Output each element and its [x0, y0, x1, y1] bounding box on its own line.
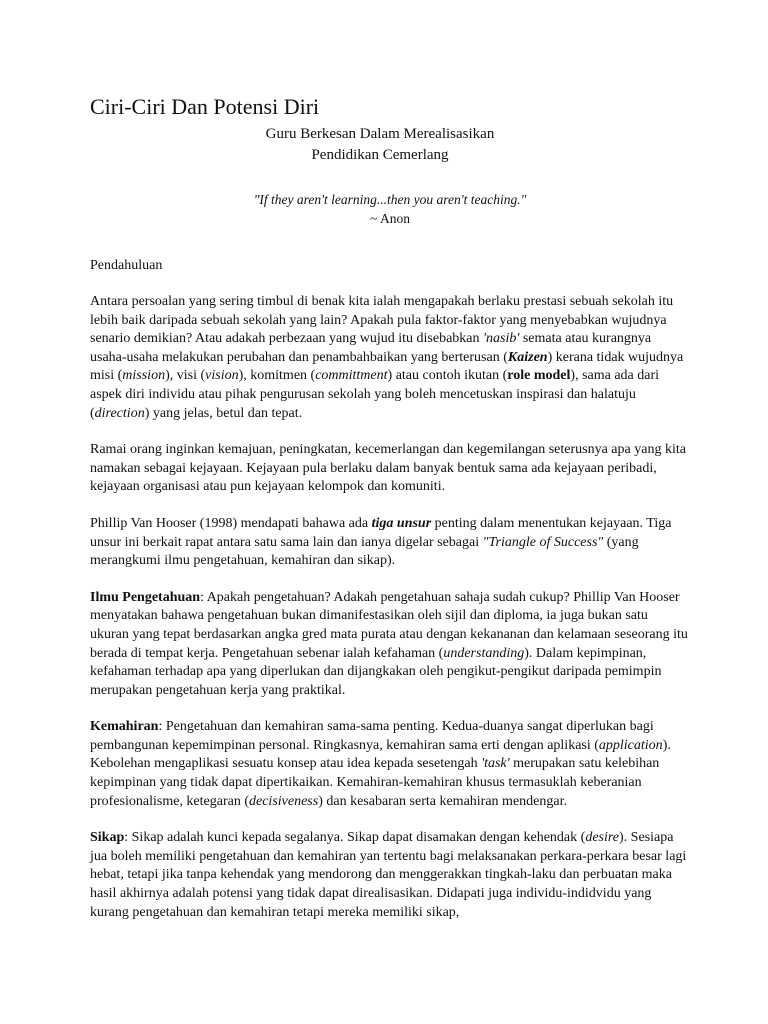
paragraph-intro — [90, 293, 690, 423]
label-kemahiran: Kemahiran — [90, 719, 159, 735]
text-run: (yang merangkumi ilmu pengetahuan, kemahiran dan sikap). — [90, 534, 639, 569]
text-run: ). Kebolehan mengaplikasi sesuatu konsep atau idea kepada sesetengah — [90, 737, 671, 772]
text-run: : Sikap adalah kunci kepada segalanya. Sikap dapat disamakan dengan kehendak ( — [124, 830, 586, 846]
label-sikap: Sikap — [90, 830, 125, 846]
paragraph-ilmu-pengetahuan — [90, 589, 690, 701]
term-task: 'task' — [481, 756, 510, 772]
term-triangle-of-success: "Triangle of Success" — [482, 534, 604, 550]
term-role-model: role model — [507, 368, 571, 384]
term-understanding: understanding — [443, 645, 525, 661]
epigraph — [90, 190, 690, 228]
term-kaizen: Kaizen — [507, 349, 548, 365]
text-run: ), komitmen ( — [238, 368, 316, 384]
term-vision: vision — [205, 368, 239, 384]
text-run: ). Sesiapa jua boleh memiliki pengetahuan dan kemahiran yan tertentu bagi melaksanakan perkara-perkara besar lagi hebat, tetapi jika tanpa kehendak yang mendorong dan menggerakkan tingkah-laku dan perbuatan maka hasil akhirnya adalah potensi yang tidak dapat direalisasikan. Didapati juga individu-indidvidu yang kurang pengetahuan dan kemahiran tetapi mereka memiliki sikap, — [90, 830, 687, 920]
subtitle-line-2: Pendidikan Cemerlang — [311, 147, 449, 163]
text-run: Ramai orang inginkan kemajuan, peningkatan, kecemerlangan dan kegemilangan seterusnya apa yang kita namakan sebagai kejayaan. Kejayaan pula berlaku dalam banyak bentuk sama ada kejayaan peribadi, kejayaan organisasi atau pun kejayaan kelompok dan komuniti. — [90, 442, 686, 495]
paragraph-van-hooser — [90, 515, 690, 571]
epigraph-author: ~ Anon — [370, 211, 410, 226]
text-run: penting dalam menentukan kejayaan. Tiga unsur ini berkait rapat antara satu sama lain dan ianya digelar sebagai — [90, 515, 672, 550]
section-heading: Pendahuluan — [90, 258, 163, 273]
subtitle-line-1: Guru Berkesan Dalam Merealisasikan — [265, 126, 495, 142]
text-run: Antara persoalan yang sering timbul di benak kita ialah mengapakah berlaku prestasi sebuah sekolah itu lebih baik daripada sebuah sekolah yang lain? Apakah pula faktor-faktor yang menyebabkan wujudnya senario demikian? Atau adakah perbezaan yang wujud itu disebabkan — [90, 294, 674, 347]
text-run: ) atau contoh ikutan ( — [387, 368, 508, 384]
term-tiga-unsur: tiga unsur — [371, 515, 432, 531]
term-nasib: 'nasib' — [483, 331, 520, 347]
text-run: : Apakah pengetahuan? Adakah pengetahuan sahaja sudah cukup? Phillip Van Hooser menyatakan bahawa pengetahuan bukan dimanifestasikan oleh sijil dan diploma, ia juga bukan satu ukuran yang tepat berdasarkan angka gred mata purata atau dengan kekananan dan kelamaan seseorang itu berada di tempat kerja. Pengetahuan sebenar ialah kefahaman ( — [90, 589, 688, 661]
term-committment: committment — [315, 368, 388, 384]
epigraph-quote: "If they aren't learning...then you aren't teaching." — [253, 192, 527, 207]
text-run: ) kerana tidak wujudnya misi ( — [90, 349, 684, 384]
text-run: ), sama ada dari aspek diri individu atau pihak pengurusan sekolah yang boleh mencetuskan inspirasi dan halatuju ( — [90, 368, 660, 421]
text-run: ), visi ( — [165, 368, 206, 384]
text-run: merupakan satu kelebihan kepimpinan yang tidak dapat dipertikaikan. Kemahiran-kemahiran khusus termasuklah keberanian profesionalisme, ketegaran ( — [90, 756, 660, 809]
term-desire: desire — [585, 830, 620, 846]
paragraph-kemahiran — [90, 718, 690, 811]
document-title: Ciri-Ciri Dan Potensi Diri — [90, 94, 320, 119]
text-run: ) yang jelas, betul dan tepat. — [144, 405, 303, 421]
term-direction: direction — [94, 405, 145, 421]
document-subtitle — [90, 124, 690, 166]
text-run: Phillip Van Hooser (1998) mendapati bahawa ada — [90, 515, 372, 531]
term-mission: mission — [122, 368, 166, 384]
text-run: : Pengetahuan dan kemahiran sama-sama penting. Kedua-duanya sangat diperlukan bagi pembangunan kepemimpinan personal. Ringkasnya, kemahiran sama erti dengan aplikasi ( — [90, 719, 654, 753]
term-decisiveness: decisiveness — [249, 793, 319, 809]
term-application: application — [598, 737, 663, 753]
label-ilmu-pengetahuan: Ilmu Pengetahuan — [90, 589, 201, 605]
paragraph-success — [90, 441, 690, 497]
text-run: ). Dalam kepimpinan, kefahaman terhadap apa yang diperlukan dan dijangkakan oleh pengikut-pengikut daripada pemimpin merupakan pengetahuan kerja yang praktikal. — [90, 645, 662, 698]
paragraph-sikap — [90, 829, 690, 922]
text-run: ) dan kesabaran serta kemahiran mendengar. — [318, 793, 567, 809]
text-run: semata atau kurangnya usaha-usaha melakukan perubahan dan penambahbaikan yang berterusan ( — [90, 331, 652, 365]
